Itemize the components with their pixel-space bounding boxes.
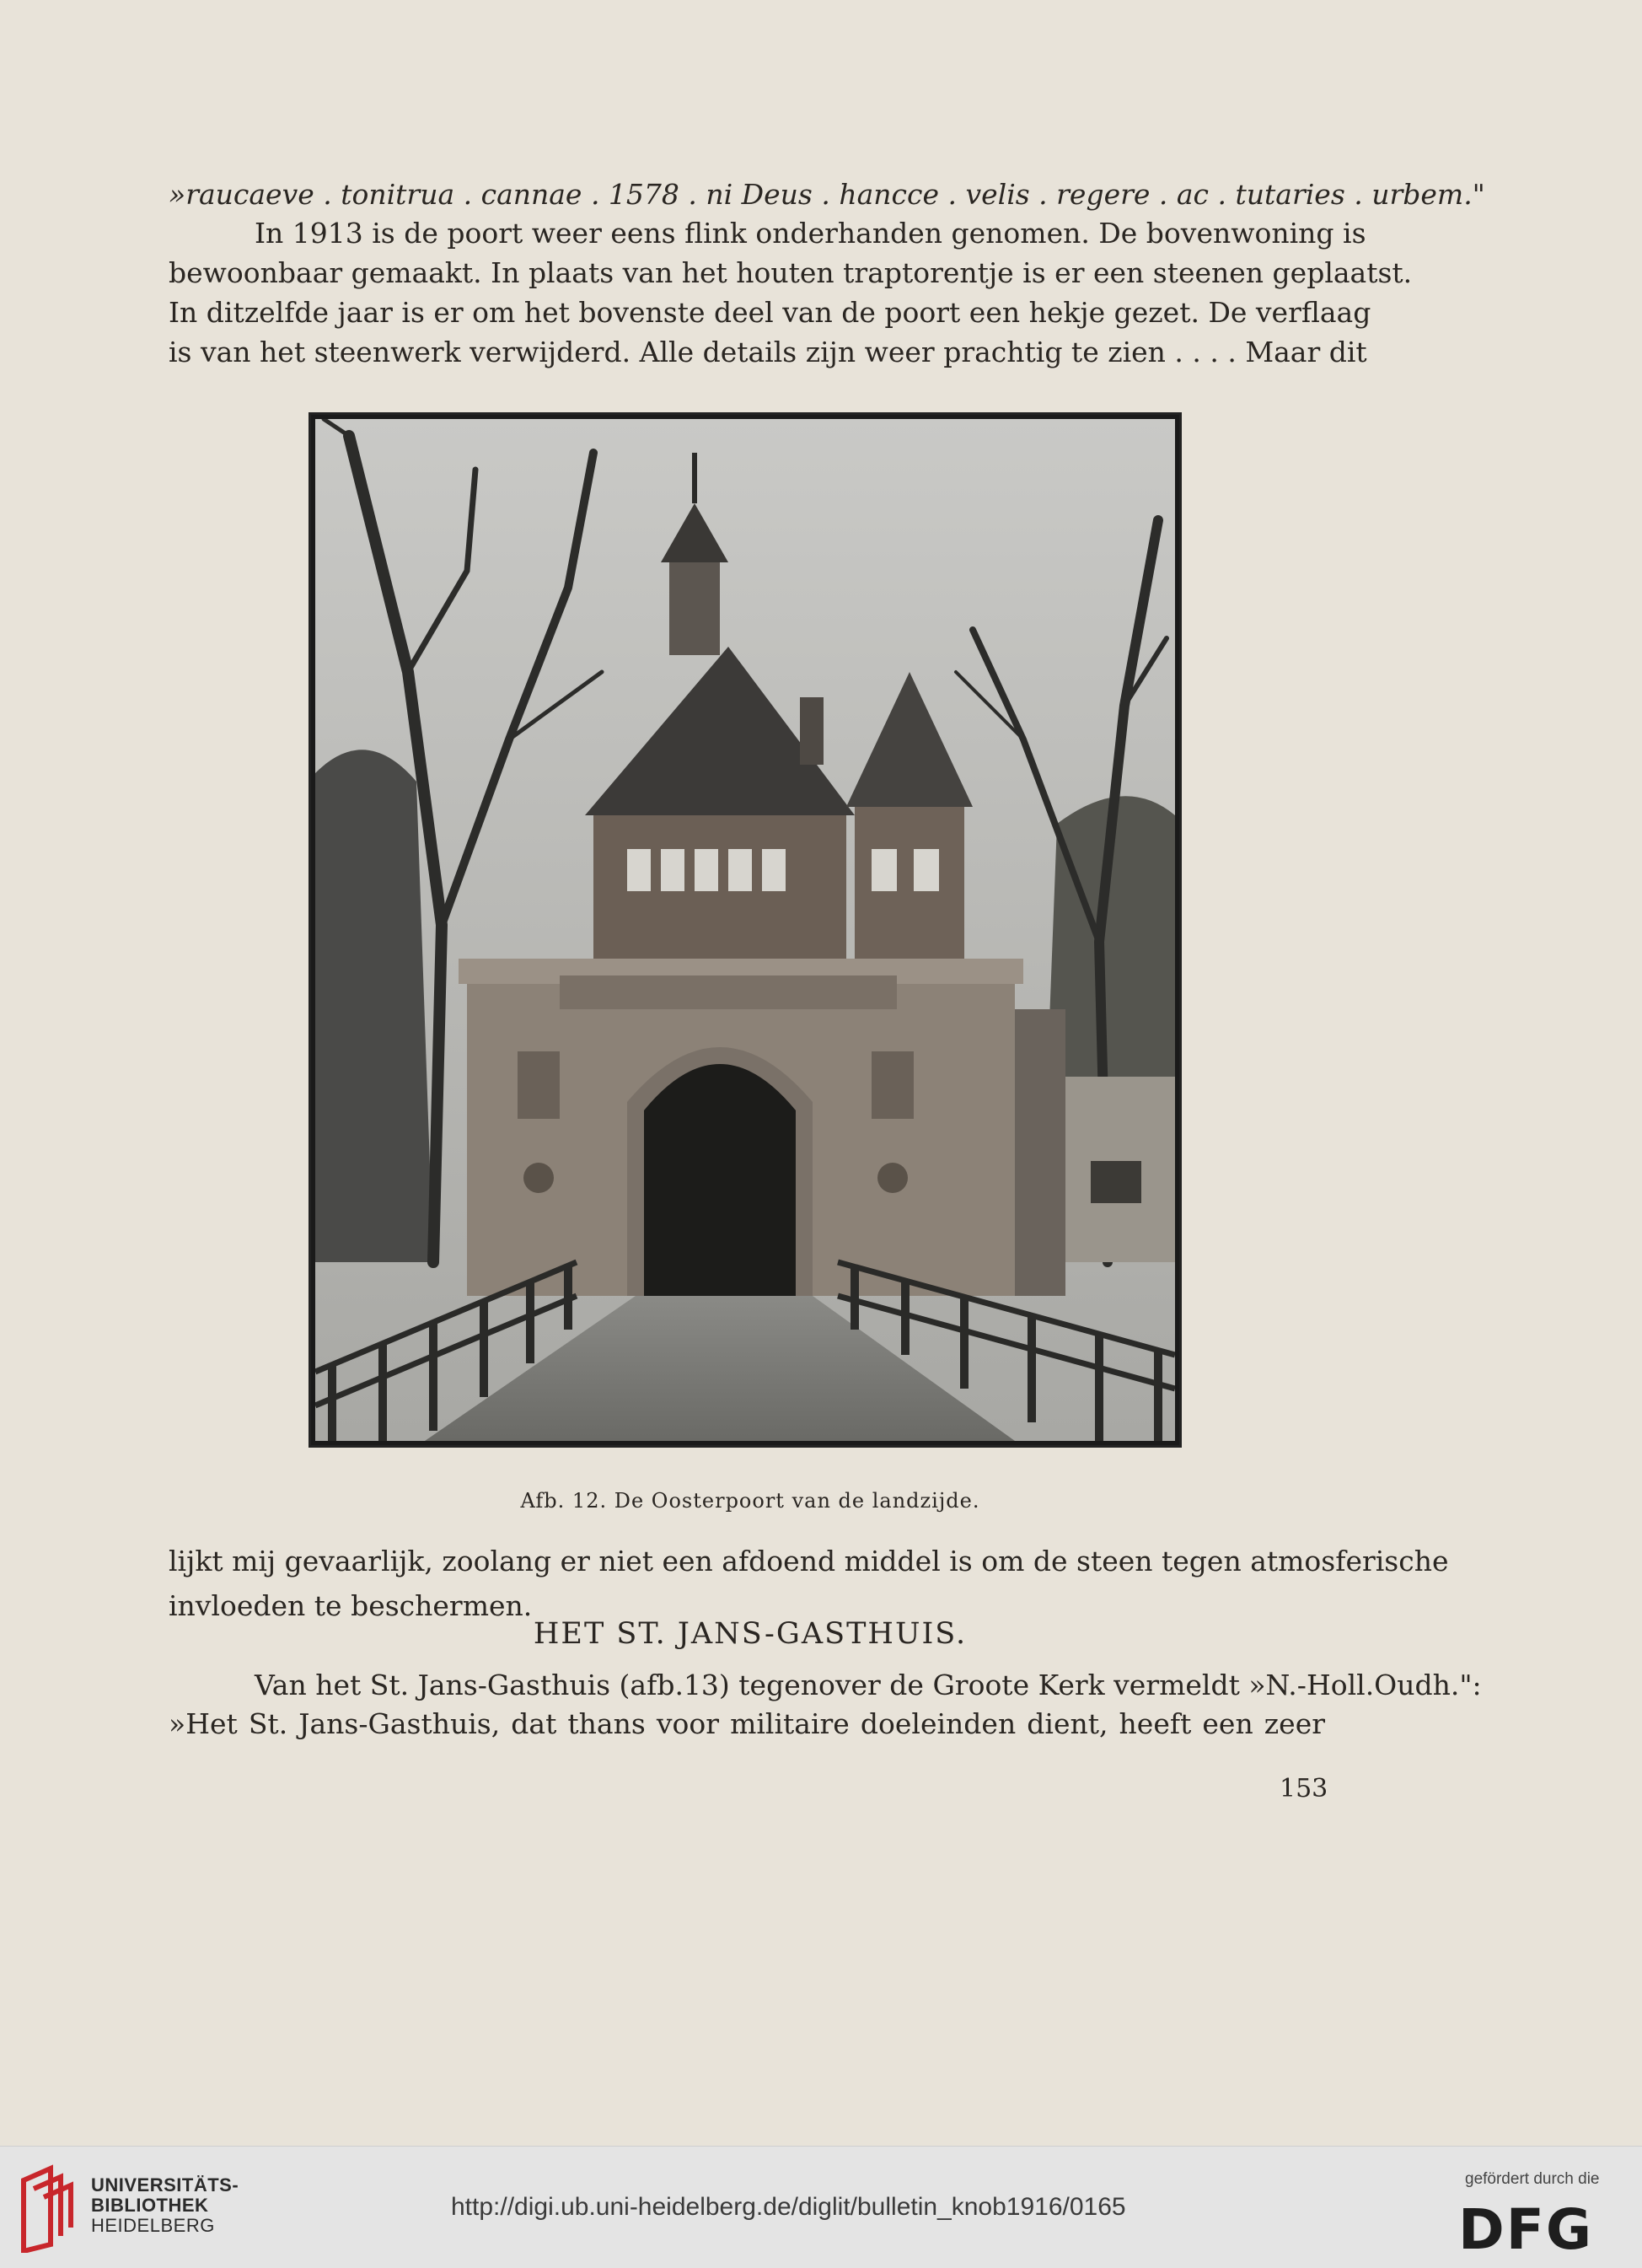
funding-note: gefördert durch die bbox=[1465, 2170, 1600, 2188]
latin-inscription-line: »raucaeve . tonitrua . cannae . 1578 . ni Deus . hancce . velis . regere . ac . tutaries . urbem." bbox=[169, 178, 1485, 211]
gate-photo-illustration bbox=[315, 419, 1175, 1441]
permalink-url[interactable]: http://digi.ub.uni-heidelberg.de/diglit/bulletin_knob1916/0165 bbox=[451, 2193, 1126, 2221]
body-text-line: Van het St. Jans-Gasthuis (afb.13) tegenover de Groote Kerk vermeldt »N.-Holl.Oudh.": bbox=[255, 1669, 1482, 1701]
body-text-line: »Het St. Jans-Gasthuis, dat thans voor militaire doeleinden dient, heeft een zeer bbox=[169, 1707, 1325, 1740]
library-name-line: HEIDELBERG bbox=[91, 2215, 215, 2236]
dfg-logo: DFG bbox=[1458, 2197, 1594, 2262]
library-name bbox=[91, 2175, 239, 2236]
body-text-line: In 1913 is de poort weer eens flink onderhanden genomen. De bovenwoning is bbox=[255, 217, 1366, 250]
digitization-footer bbox=[0, 2146, 1642, 2268]
university-library-logo-icon bbox=[17, 2163, 76, 2253]
body-text-line: invloeden te beschermen. bbox=[169, 1589, 533, 1622]
figure-caption: Afb. 12. De Oosterpoort van de landzijde. bbox=[520, 1489, 980, 1513]
body-text-line: is van het steenwerk verwijderd. Alle details zijn weer prachtig te zien . . . . Maar dit bbox=[169, 336, 1367, 368]
page-number: 153 bbox=[1280, 1774, 1328, 1803]
section-heading: HET ST. JANS-GASTHUIS. bbox=[533, 1617, 968, 1651]
oosterpoort-photograph bbox=[309, 412, 1182, 1448]
library-name-line: BIBLIOTHEK bbox=[91, 2195, 209, 2216]
body-text-line: lijkt mij gevaarlijk, zoolang er niet een afdoend middel is om de steen tegen atmosferische bbox=[169, 1545, 1449, 1577]
body-text-line: In ditzelfde jaar is er om het bovenste deel van de poort een hekje gezet. De verflaag bbox=[169, 296, 1371, 329]
library-name-line: UNIVERSITÄTS- bbox=[91, 2174, 239, 2195]
body-text-line: bewoonbaar gemaakt. In plaats van het houten traptorentje is er een steenen geplaatst. bbox=[169, 256, 1413, 289]
